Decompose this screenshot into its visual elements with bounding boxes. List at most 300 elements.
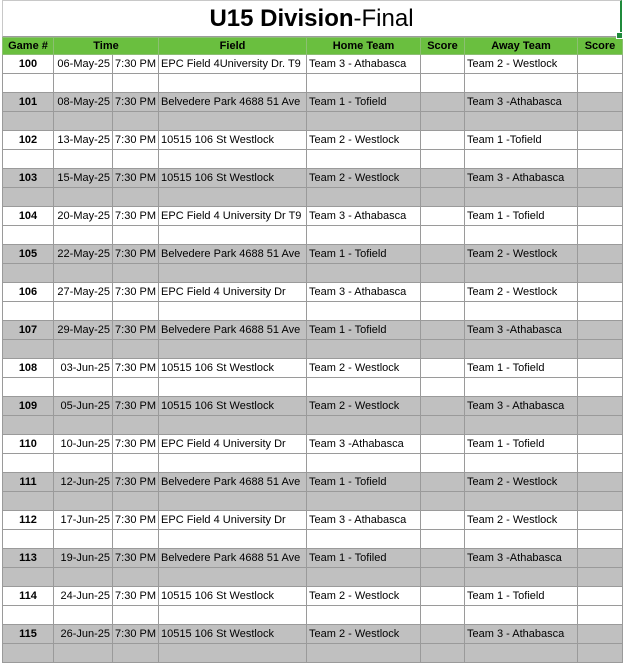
table-row: [3, 435, 623, 454]
cell-home-team[interactable]: Team 3 - Athabasca: [307, 283, 421, 302]
empty-cell[interactable]: [465, 302, 578, 321]
empty-cell[interactable]: [159, 74, 307, 93]
table-row: [3, 321, 623, 340]
cell-time[interactable]: 7:30 PM: [113, 169, 159, 188]
cell-away-team[interactable]: Team 1 - Tofield: [465, 587, 578, 606]
cell-home-team[interactable]: Team 3 - Athabasca: [307, 511, 421, 530]
header-row: [3, 38, 623, 55]
empty-cell[interactable]: [421, 378, 465, 397]
cell-game-number[interactable]: 103: [3, 169, 54, 188]
cell-game-number[interactable]: 111: [3, 473, 54, 492]
empty-cell[interactable]: [307, 112, 421, 131]
spacer-row: [3, 150, 623, 169]
empty-cell[interactable]: [578, 264, 623, 283]
empty-cell[interactable]: [159, 606, 307, 625]
cell-time[interactable]: 7:30 PM: [113, 435, 159, 454]
cell-field[interactable]: 10515 106 St Westlock: [159, 397, 307, 416]
cell-home-score[interactable]: [421, 511, 465, 530]
cell-date[interactable]: 08-May-25: [54, 93, 113, 112]
cell-time[interactable]: 7:30 PM: [113, 625, 159, 644]
cell-game-number[interactable]: 115: [3, 625, 54, 644]
empty-cell[interactable]: [421, 644, 465, 663]
cell-away-score[interactable]: [578, 321, 623, 340]
empty-cell[interactable]: [307, 530, 421, 549]
table-row: [3, 473, 623, 492]
empty-cell[interactable]: [159, 340, 307, 359]
empty-cell[interactable]: [3, 530, 54, 549]
empty-cell[interactable]: [159, 530, 307, 549]
cell-away-score[interactable]: [578, 473, 623, 492]
cell-home-score[interactable]: [421, 169, 465, 188]
cell-time[interactable]: 7:30 PM: [113, 397, 159, 416]
spacer-row: [3, 568, 623, 587]
empty-cell[interactable]: [465, 74, 578, 93]
empty-cell[interactable]: [54, 340, 113, 359]
empty-cell[interactable]: [578, 302, 623, 321]
cell-away-score[interactable]: [578, 625, 623, 644]
empty-cell[interactable]: [465, 340, 578, 359]
empty-cell[interactable]: [421, 492, 465, 511]
empty-cell[interactable]: [54, 568, 113, 587]
empty-cell[interactable]: [465, 530, 578, 549]
cell-field[interactable]: EPC Field 4 University Dr: [159, 511, 307, 530]
empty-cell[interactable]: [421, 568, 465, 587]
empty-cell[interactable]: [578, 340, 623, 359]
empty-cell[interactable]: [578, 492, 623, 511]
spacer-row: [3, 340, 623, 359]
cell-home-team[interactable]: Team 1 - Tofield: [307, 245, 421, 264]
cell-time[interactable]: 7:30 PM: [113, 473, 159, 492]
cell-home-team[interactable]: Team 3 -Athabasca: [307, 435, 421, 454]
table-row: [3, 587, 623, 606]
empty-cell[interactable]: [3, 606, 54, 625]
empty-cell[interactable]: [307, 568, 421, 587]
empty-cell[interactable]: [578, 74, 623, 93]
empty-cell[interactable]: [421, 188, 465, 207]
cell-home-score[interactable]: [421, 283, 465, 302]
empty-cell[interactable]: [307, 416, 421, 435]
cell-away-score[interactable]: [578, 55, 623, 74]
empty-cell[interactable]: [465, 492, 578, 511]
spacer-row: [3, 606, 623, 625]
empty-cell[interactable]: [113, 188, 159, 207]
spacer-row: [3, 264, 623, 283]
empty-cell[interactable]: [113, 492, 159, 511]
cell-home-score[interactable]: [421, 245, 465, 264]
empty-cell[interactable]: [159, 644, 307, 663]
cell-home-score[interactable]: [421, 359, 465, 378]
cell-away-score[interactable]: [578, 169, 623, 188]
title-division: U15 Division: [209, 4, 354, 32]
cell-home-team[interactable]: Team 2 - Westlock: [307, 587, 421, 606]
cell-date[interactable]: 05-Jun-25: [54, 397, 113, 416]
cell-away-score[interactable]: [578, 397, 623, 416]
cell-home-score[interactable]: [421, 321, 465, 340]
header-time[interactable]: Time: [54, 38, 159, 55]
cell-time[interactable]: 7:30 PM: [113, 549, 159, 568]
empty-cell[interactable]: [113, 340, 159, 359]
table-row: [3, 55, 623, 74]
cell-field[interactable]: EPC Field 4 University Dr: [159, 283, 307, 302]
empty-cell[interactable]: [159, 264, 307, 283]
empty-cell[interactable]: [54, 302, 113, 321]
empty-cell[interactable]: [159, 302, 307, 321]
cell-home-team[interactable]: Team 2 - Westlock: [307, 169, 421, 188]
cell-time[interactable]: 7:30 PM: [113, 359, 159, 378]
cell-date[interactable]: 12-Jun-25: [54, 473, 113, 492]
empty-cell[interactable]: [159, 568, 307, 587]
empty-cell[interactable]: [54, 150, 113, 169]
cell-home-team[interactable]: Team 1 - Tofield: [307, 93, 421, 112]
cell-game-number[interactable]: 110: [3, 435, 54, 454]
cell-game-number[interactable]: 106: [3, 283, 54, 302]
cell-date[interactable]: 20-May-25: [54, 207, 113, 226]
empty-cell[interactable]: [465, 416, 578, 435]
cell-away-score[interactable]: [578, 131, 623, 150]
empty-cell[interactable]: [3, 74, 54, 93]
cell-away-team[interactable]: Team 1 -Tofield: [465, 131, 578, 150]
empty-cell[interactable]: [307, 606, 421, 625]
cell-field[interactable]: Belvedere Park 4688 51 Ave: [159, 245, 307, 264]
table-row: [3, 511, 623, 530]
cell-date[interactable]: 17-Jun-25: [54, 511, 113, 530]
cell-away-score[interactable]: [578, 359, 623, 378]
empty-cell[interactable]: [307, 302, 421, 321]
cell-home-score[interactable]: [421, 93, 465, 112]
cell-away-team[interactable]: Team 3 -Athabasca: [465, 321, 578, 340]
empty-cell[interactable]: [421, 454, 465, 473]
cell-date[interactable]: 03-Jun-25: [54, 359, 113, 378]
spacer-row: [3, 378, 623, 397]
empty-cell[interactable]: [307, 340, 421, 359]
empty-cell[interactable]: [307, 150, 421, 169]
empty-cell[interactable]: [54, 188, 113, 207]
empty-cell[interactable]: [159, 112, 307, 131]
cell-field[interactable]: 10515 106 St Westlock: [159, 625, 307, 644]
empty-cell[interactable]: [3, 454, 54, 473]
table-row: [3, 131, 623, 150]
cell-away-team[interactable]: Team 3 - Athabasca: [465, 169, 578, 188]
empty-cell[interactable]: [54, 416, 113, 435]
cell-away-team[interactable]: Team 2 - Westlock: [465, 283, 578, 302]
empty-cell[interactable]: [113, 644, 159, 663]
empty-cell[interactable]: [54, 112, 113, 131]
cell-date[interactable]: 19-Jun-25: [54, 549, 113, 568]
empty-cell[interactable]: [307, 74, 421, 93]
spacer-row: [3, 454, 623, 473]
empty-cell[interactable]: [421, 606, 465, 625]
empty-cell[interactable]: [113, 150, 159, 169]
cell-away-team[interactable]: Team 1 - Tofield: [465, 359, 578, 378]
empty-cell[interactable]: [3, 492, 54, 511]
cell-date[interactable]: 06-May-25: [54, 55, 113, 74]
cell-field[interactable]: Belvedere Park 4688 51 Ave: [159, 321, 307, 340]
cell-home-score[interactable]: [421, 207, 465, 226]
cell-date[interactable]: 13-May-25: [54, 131, 113, 150]
table-row: [3, 169, 623, 188]
empty-cell[interactable]: [578, 454, 623, 473]
empty-cell[interactable]: [578, 416, 623, 435]
empty-cell[interactable]: [578, 606, 623, 625]
cell-game-number[interactable]: 104: [3, 207, 54, 226]
cell-time[interactable]: 7:30 PM: [113, 321, 159, 340]
cell-away-team[interactable]: Team 2 - Westlock: [465, 473, 578, 492]
empty-cell[interactable]: [113, 302, 159, 321]
empty-cell[interactable]: [307, 644, 421, 663]
cell-game-number[interactable]: 112: [3, 511, 54, 530]
cell-time[interactable]: 7:30 PM: [113, 245, 159, 264]
empty-cell[interactable]: [465, 226, 578, 245]
empty-cell[interactable]: [54, 226, 113, 245]
spacer-row: [3, 492, 623, 511]
cell-field[interactable]: EPC Field 4 University Dr: [159, 435, 307, 454]
cell-home-team[interactable]: Team 2 - Westlock: [307, 359, 421, 378]
empty-cell[interactable]: [578, 378, 623, 397]
cell-away-score[interactable]: [578, 511, 623, 530]
cell-home-score[interactable]: [421, 473, 465, 492]
header-away-score[interactable]: Score: [578, 38, 623, 55]
empty-cell[interactable]: [307, 264, 421, 283]
empty-cell[interactable]: [578, 112, 623, 131]
spacer-row: [3, 112, 623, 131]
cell-time[interactable]: 7:30 PM: [113, 511, 159, 530]
empty-cell[interactable]: [3, 416, 54, 435]
cell-home-score[interactable]: [421, 55, 465, 74]
table-row: [3, 93, 623, 112]
cell-home-team[interactable]: Team 1 - Tofield: [307, 321, 421, 340]
cell-away-team[interactable]: Team 2 - Westlock: [465, 245, 578, 264]
cell-date[interactable]: 15-May-25: [54, 169, 113, 188]
cell-away-team[interactable]: Team 1 - Tofield: [465, 435, 578, 454]
cell-away-team[interactable]: Team 3 - Athabasca: [465, 625, 578, 644]
title-cell[interactable]: [2, 0, 622, 37]
empty-cell[interactable]: [465, 378, 578, 397]
cell-home-team[interactable]: Team 1 - Tofield: [307, 473, 421, 492]
empty-cell[interactable]: [578, 644, 623, 663]
empty-cell[interactable]: [421, 416, 465, 435]
cell-home-score[interactable]: [421, 435, 465, 454]
cell-date[interactable]: 22-May-25: [54, 245, 113, 264]
cell-home-score[interactable]: [421, 587, 465, 606]
empty-cell[interactable]: [54, 606, 113, 625]
empty-cell[interactable]: [54, 264, 113, 283]
cell-away-team[interactable]: Team 3 - Athabasca: [465, 397, 578, 416]
cell-date[interactable]: 10-Jun-25: [54, 435, 113, 454]
empty-cell[interactable]: [421, 112, 465, 131]
spacer-row: [3, 74, 623, 93]
spacer-row: [3, 644, 623, 663]
cell-field[interactable]: 10515 106 St Westlock: [159, 587, 307, 606]
empty-cell[interactable]: [113, 416, 159, 435]
cell-field[interactable]: Belvedere Park 4688 51 Ave: [159, 93, 307, 112]
table-row: [3, 625, 623, 644]
cell-date[interactable]: 24-Jun-25: [54, 587, 113, 606]
empty-cell[interactable]: [3, 150, 54, 169]
empty-cell[interactable]: [465, 150, 578, 169]
cell-home-score[interactable]: [421, 131, 465, 150]
empty-cell[interactable]: [465, 188, 578, 207]
cell-game-number[interactable]: 114: [3, 587, 54, 606]
cell-game-number[interactable]: 102: [3, 131, 54, 150]
empty-cell[interactable]: [54, 378, 113, 397]
empty-cell[interactable]: [465, 454, 578, 473]
empty-cell[interactable]: [3, 568, 54, 587]
empty-cell[interactable]: [421, 226, 465, 245]
empty-cell[interactable]: [421, 264, 465, 283]
cell-date[interactable]: 26-Jun-25: [54, 625, 113, 644]
empty-cell[interactable]: [421, 340, 465, 359]
empty-cell[interactable]: [421, 530, 465, 549]
empty-cell[interactable]: [421, 74, 465, 93]
cell-field[interactable]: Belvedere Park 4688 51 Ave: [159, 549, 307, 568]
cell-away-score[interactable]: [578, 93, 623, 112]
empty-cell[interactable]: [159, 416, 307, 435]
cell-game-number[interactable]: 108: [3, 359, 54, 378]
cell-home-team[interactable]: Team 2 - Westlock: [307, 625, 421, 644]
header-away-team[interactable]: Away Team: [465, 38, 578, 55]
empty-cell[interactable]: [421, 150, 465, 169]
empty-cell[interactable]: [113, 264, 159, 283]
empty-cell[interactable]: [307, 378, 421, 397]
empty-cell[interactable]: [113, 226, 159, 245]
schedule-body: [3, 55, 623, 663]
empty-cell[interactable]: [3, 644, 54, 663]
cell-date[interactable]: 29-May-25: [54, 321, 113, 340]
empty-cell[interactable]: [307, 492, 421, 511]
empty-cell[interactable]: [159, 492, 307, 511]
empty-cell[interactable]: [159, 454, 307, 473]
cell-game-number[interactable]: 105: [3, 245, 54, 264]
spacer-row: [3, 530, 623, 549]
empty-cell[interactable]: [578, 530, 623, 549]
cell-away-team[interactable]: Team 1 - Tofield: [465, 207, 578, 226]
empty-cell[interactable]: [54, 644, 113, 663]
cell-away-score[interactable]: [578, 245, 623, 264]
header-field[interactable]: Field: [159, 38, 307, 55]
empty-cell[interactable]: [54, 530, 113, 549]
empty-cell[interactable]: [159, 188, 307, 207]
fill-handle[interactable]: [616, 32, 623, 39]
spreadsheet: [2, 0, 622, 663]
table-row: [3, 207, 623, 226]
cell-away-team[interactable]: Team 2 - Westlock: [465, 55, 578, 74]
cell-game-number[interactable]: 100: [3, 55, 54, 74]
cell-time[interactable]: 7:30 PM: [113, 55, 159, 74]
empty-cell[interactable]: [578, 226, 623, 245]
empty-cell[interactable]: [465, 264, 578, 283]
empty-cell[interactable]: [465, 568, 578, 587]
header-game[interactable]: Game #: [3, 38, 54, 55]
empty-cell[interactable]: [307, 226, 421, 245]
empty-cell[interactable]: [578, 188, 623, 207]
cell-game-number[interactable]: 107: [3, 321, 54, 340]
empty-cell[interactable]: [421, 302, 465, 321]
cell-field[interactable]: 10515 106 St Westlock: [159, 359, 307, 378]
spacer-row: [3, 188, 623, 207]
empty-cell[interactable]: [113, 378, 159, 397]
empty-cell[interactable]: [578, 150, 623, 169]
empty-cell[interactable]: [113, 568, 159, 587]
schedule-table: [2, 37, 623, 663]
cell-home-team[interactable]: Team 3 - Athabasca: [307, 55, 421, 74]
cell-field[interactable]: Belvedere Park 4688 51 Ave: [159, 473, 307, 492]
header-home-score[interactable]: Score: [421, 38, 465, 55]
empty-cell[interactable]: [113, 74, 159, 93]
cell-date[interactable]: 27-May-25: [54, 283, 113, 302]
cell-away-score[interactable]: [578, 435, 623, 454]
empty-cell[interactable]: [113, 606, 159, 625]
cell-away-team[interactable]: Team 3 -Athabasca: [465, 93, 578, 112]
cell-game-number[interactable]: 101: [3, 93, 54, 112]
title-suffix: -Final: [353, 4, 414, 32]
spacer-row: [3, 302, 623, 321]
header-home-team[interactable]: Home Team: [307, 38, 421, 55]
empty-cell[interactable]: [307, 188, 421, 207]
table-row: [3, 397, 623, 416]
table-row: [3, 245, 623, 264]
cell-field[interactable]: 10515 106 St Westlock: [159, 131, 307, 150]
empty-cell[interactable]: [54, 454, 113, 473]
cell-away-score[interactable]: [578, 587, 623, 606]
empty-cell[interactable]: [465, 644, 578, 663]
cell-away-score[interactable]: [578, 207, 623, 226]
empty-cell[interactable]: [578, 568, 623, 587]
empty-cell[interactable]: [159, 150, 307, 169]
cell-away-team[interactable]: Team 2 - Westlock: [465, 511, 578, 530]
cell-field[interactable]: EPC Field 4 University Dr T9: [159, 207, 307, 226]
empty-cell[interactable]: [113, 454, 159, 473]
cell-home-team[interactable]: Team 1 - Tofiled: [307, 549, 421, 568]
empty-cell[interactable]: [3, 340, 54, 359]
empty-cell[interactable]: [3, 264, 54, 283]
empty-cell[interactable]: [465, 112, 578, 131]
cell-home-team[interactable]: Team 2 - Westlock: [307, 397, 421, 416]
empty-cell[interactable]: [465, 606, 578, 625]
cell-time[interactable]: 7:30 PM: [113, 587, 159, 606]
cell-away-team[interactable]: Team 3 -Athabasca: [465, 549, 578, 568]
empty-cell[interactable]: [113, 530, 159, 549]
empty-cell[interactable]: [3, 302, 54, 321]
cell-game-number[interactable]: 109: [3, 397, 54, 416]
empty-cell[interactable]: [159, 378, 307, 397]
empty-cell[interactable]: [54, 492, 113, 511]
table-row: [3, 549, 623, 568]
cell-time[interactable]: 7:30 PM: [113, 283, 159, 302]
cell-home-team[interactable]: Team 3 - Athabasca: [307, 207, 421, 226]
empty-cell[interactable]: [3, 188, 54, 207]
spacer-row: [3, 416, 623, 435]
cell-game-number[interactable]: 113: [3, 549, 54, 568]
empty-cell[interactable]: [3, 378, 54, 397]
empty-cell[interactable]: [159, 226, 307, 245]
cell-home-score[interactable]: [421, 397, 465, 416]
cell-home-score[interactable]: [421, 549, 465, 568]
cell-time[interactable]: 7:30 PM: [113, 131, 159, 150]
empty-cell[interactable]: [3, 226, 54, 245]
cell-time[interactable]: 7:30 PM: [113, 207, 159, 226]
empty-cell[interactable]: [113, 112, 159, 131]
cell-home-score[interactable]: [421, 625, 465, 644]
empty-cell[interactable]: [307, 454, 421, 473]
cell-field[interactable]: 10515 106 St Westlock: [159, 169, 307, 188]
empty-cell[interactable]: [54, 74, 113, 93]
cell-time[interactable]: 7:30 PM: [113, 93, 159, 112]
cell-field[interactable]: EPC Field 4University Dr. T9: [159, 55, 307, 74]
empty-cell[interactable]: [3, 112, 54, 131]
cell-away-score[interactable]: [578, 549, 623, 568]
cell-home-team[interactable]: Team 2 - Westlock: [307, 131, 421, 150]
cell-away-score[interactable]: [578, 283, 623, 302]
